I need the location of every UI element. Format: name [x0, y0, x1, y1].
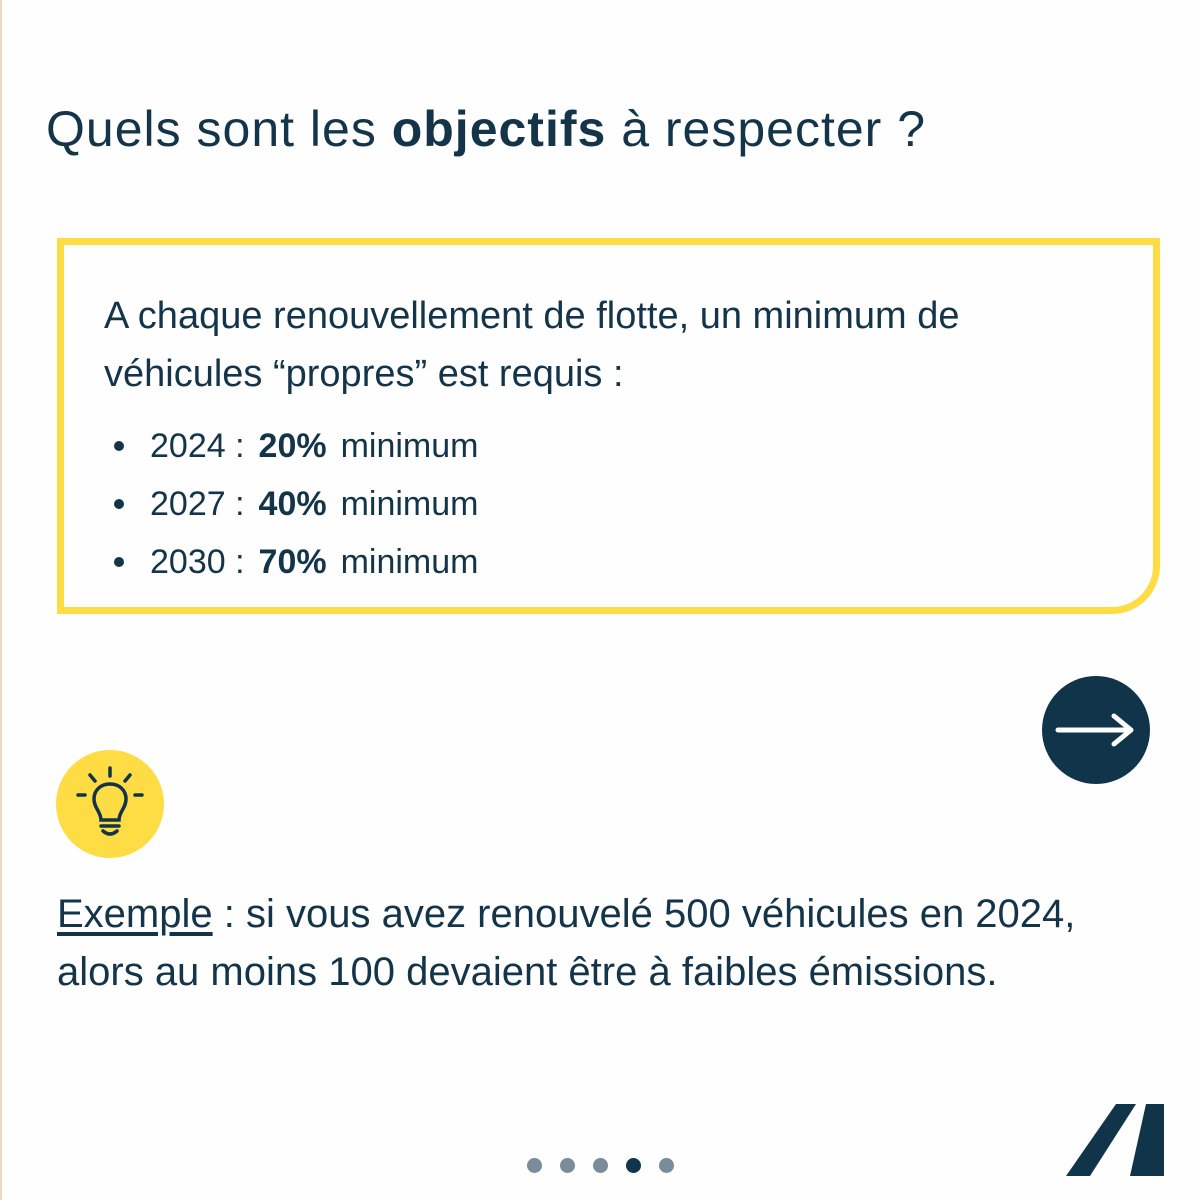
goal-percent: 70% [258, 542, 327, 581]
next-slide-button[interactable] [1042, 676, 1150, 784]
bullet-icon [114, 557, 124, 567]
title-prefix: Quels sont les [46, 101, 392, 157]
bullet-icon [114, 499, 124, 509]
page-dot-1[interactable] [527, 1158, 542, 1173]
example-label: Exemple [57, 892, 213, 936]
brand-logo [1066, 1104, 1164, 1178]
page-dot-2[interactable] [560, 1158, 575, 1173]
goal-year: 2027 : [150, 484, 245, 523]
goal-percent: 40% [258, 484, 327, 523]
goal-year: 2030 : [150, 542, 245, 581]
goal-item-2027 [104, 475, 1153, 533]
example-text: : si vous avez renouvelé 500 véhicules en 2024, alors au moins 100 devaient être à faibles émissions. [57, 892, 1076, 994]
page-dot-5[interactable] [659, 1158, 674, 1173]
left-border-rule [0, 0, 2, 1200]
lightbulb-icon [68, 762, 152, 846]
requirements-intro: A chaque renouvellement de flotte, un minimum de véhicules “propres” est requis : [104, 295, 960, 395]
page-dot-4-active[interactable] [626, 1158, 641, 1173]
title-suffix: à respecter ? [606, 101, 927, 157]
goal-suffix: minimum [340, 426, 479, 465]
tip-badge [56, 750, 164, 858]
goal-suffix: minimum [340, 484, 479, 523]
page-dot-3[interactable] [593, 1158, 608, 1173]
goal-item-2024 [104, 417, 1153, 475]
carousel-pagination [527, 1158, 674, 1173]
requirements-box [57, 238, 1160, 614]
goal-item-2030 [104, 533, 1153, 591]
goal-percent: 20% [258, 426, 327, 465]
example-paragraph [57, 885, 1157, 1001]
goal-year: 2024 : [150, 426, 245, 465]
goals-list [104, 417, 1153, 591]
page-title [46, 100, 926, 158]
bullet-icon [114, 441, 124, 451]
title-emphasis: objectifs [391, 101, 607, 157]
arrow-right-icon [1054, 710, 1138, 750]
goal-suffix: minimum [340, 542, 479, 581]
